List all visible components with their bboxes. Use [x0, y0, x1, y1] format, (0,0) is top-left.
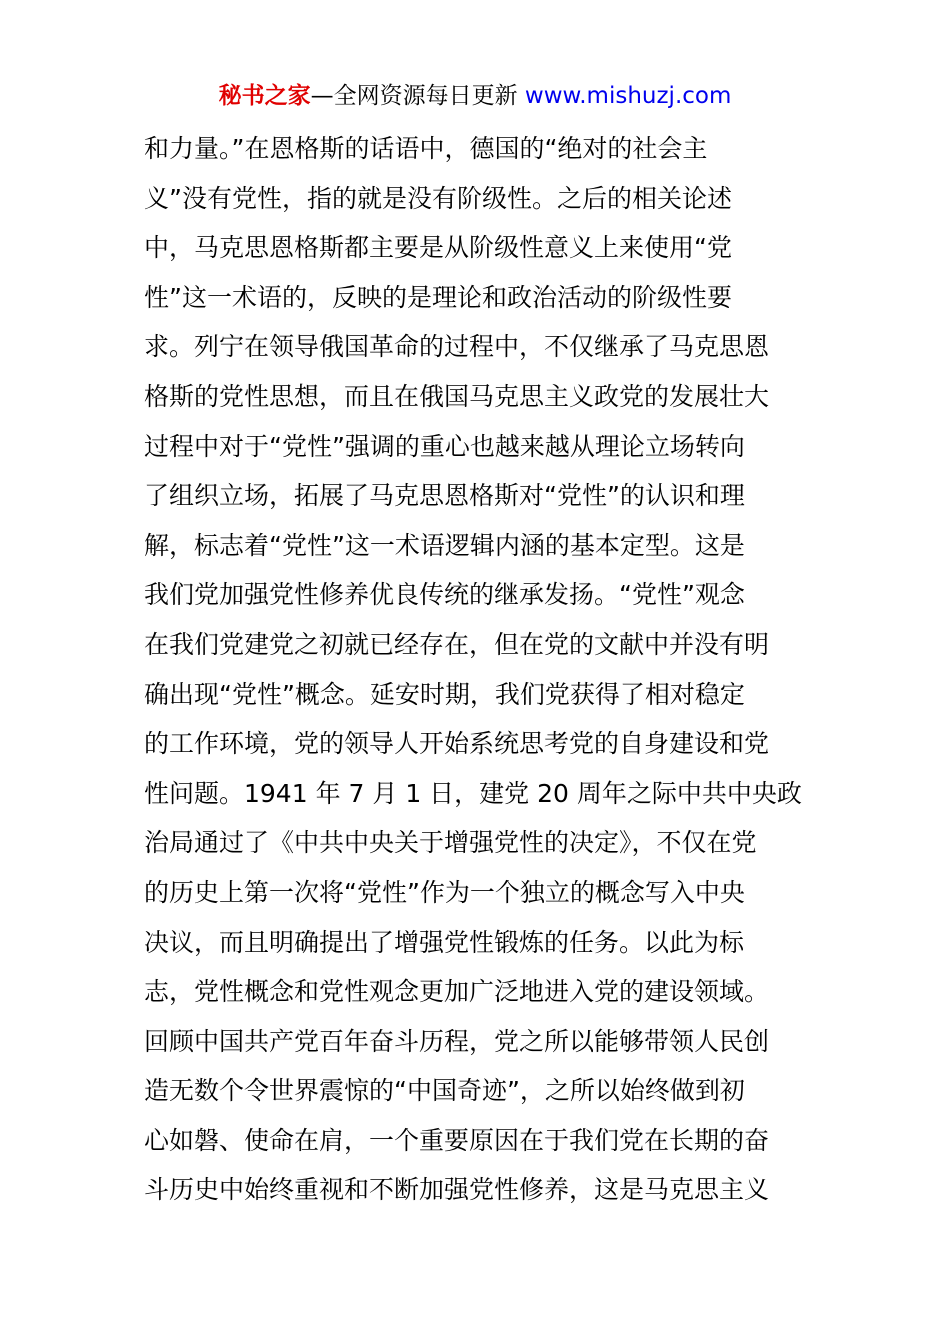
site-url-link[interactable]: www.mishuzj.com — [524, 83, 732, 109]
text-line: 志，党性概念和党性观念更加广泛地进入党的建设领域。 — [144, 977, 770, 1007]
text-line: 治局通过了《中共中央关于增强党性的决定》，不仅在党 — [144, 828, 757, 858]
text-line: 性问题。1941 年 7 月 1 日，建党 20 周年之际中共中央政 — [144, 778, 802, 808]
page-header — [0, 80, 950, 112]
text-line: 在我们党建党之初就已经存在，但在党的文献中并没有明 — [144, 629, 770, 659]
text-line: 斗历史中始终重视和不断加强党性修养，这是马克思主义 — [144, 1175, 770, 1205]
text-line: 求。列宁在领导俄国革命的过程中，不仅继承了马克思恩 — [144, 332, 770, 362]
site-brand: 秘书之家 — [218, 83, 311, 109]
text-line: 格斯的党性思想，而且在俄国马克思主义政党的发展壮大 — [144, 381, 770, 411]
text-line: 中，马克思恩格斯都主要是从阶级性意义上来使用“党 — [144, 233, 732, 263]
text-line: 回顾中国共产党百年奋斗历程，党之所以能够带领人民创 — [144, 1026, 770, 1056]
text-line: 决议，而且明确提出了增强党性锻炼的任务。以此为标 — [144, 927, 745, 957]
text-line: 我们党加强党性修养优良传统的继承发扬。“党性”观念 — [144, 580, 745, 610]
text-line: 心如磐、使命在肩，一个重要原因在于我们党在长期的奋 — [144, 1125, 770, 1155]
text-line: 造无数个令世界震惊的“中国奇迹”，之所以始终做到初 — [144, 1076, 745, 1106]
text-line: 性”这一术语的，反映的是理论和政治活动的阶级性要 — [144, 282, 732, 312]
text-line: 过程中对于“党性”强调的重心也越来越从理论立场转向 — [144, 431, 745, 461]
site-slogan: —全网资源每日更新 — [310, 83, 525, 109]
text-line: 了组织立场，拓展了马克思恩格斯对“党性”的认识和理 — [144, 481, 745, 511]
text-line: 义”没有党性，指的就是没有阶级性。之后的相关论述 — [144, 183, 732, 213]
text-line: 的工作环境，党的领导人开始系统思考党的自身建设和党 — [144, 729, 770, 759]
document-body — [144, 124, 808, 1215]
text-line: 确出现“党性”概念。延安时期，我们党获得了相对稳定 — [144, 679, 745, 709]
text-line: 和力量。”在恩格斯的话语中，德国的“绝对的社会主 — [144, 134, 708, 163]
text-line: 的历史上第一次将“党性”作为一个独立的概念写入中央 — [144, 877, 745, 907]
text-line: 解，标志着“党性”这一术语逻辑内涵的基本定型。这是 — [144, 530, 745, 560]
